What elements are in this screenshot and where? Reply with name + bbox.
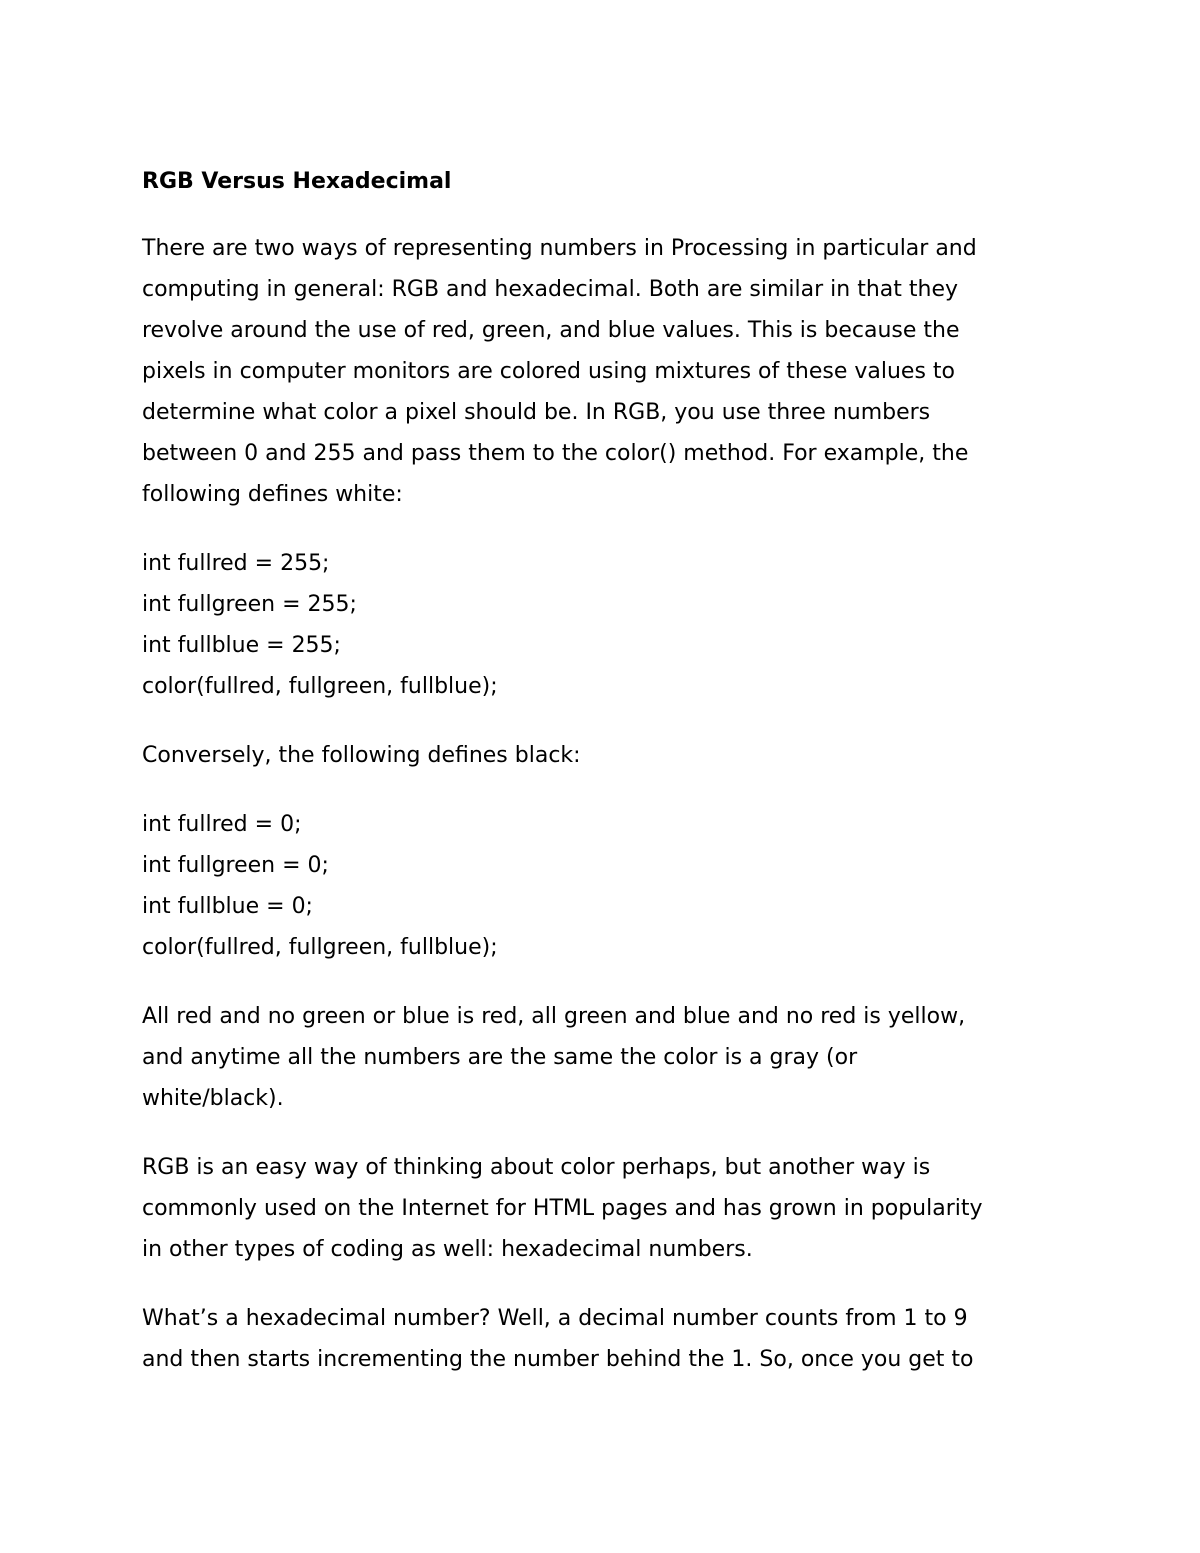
paragraph-rgb-vs-hex: RGB is an easy way of thinking about color perhaps, but another way is commonly used on the Internet for HTML pages and has grown in popularity in other types of coding as well: hexadecimal numbers. <box>142 1155 983 1262</box>
code-line: int fullred = 0; <box>142 812 302 837</box>
paragraph-intro: There are two ways of representing numbers in Processing in particular and computing in general: RGB and hexadecimal. Both are similar in that they revolve around the use of red, green, and blue values. This is because the pixels in computer monitors are colored using mixtures of these values to determine what color a pixel should be. In RGB, you use three numbers between 0 and 255 and pass them to the color() method. For example, the following defines white: <box>142 236 977 507</box>
code-line: color(fullred, fullgreen, fullblue); <box>142 674 498 699</box>
code-line: int fullgreen = 0; <box>142 853 329 878</box>
code-line: int fullblue = 255; <box>142 633 341 658</box>
document-body <box>142 164 1062 1408</box>
code-block-black <box>142 804 1062 968</box>
paragraph-black-intro: Conversely, the following defines black: <box>142 743 581 768</box>
paragraph-hex-explanation: What’s a hexadecimal number? Well, a decimal number counts from 1 to 9 and then starts incrementing the number behind the 1. So, once you get to <box>142 1306 974 1372</box>
paragraph-color-mixing: All red and no green or blue is red, all green and blue and no red is yellow, and anytime all the numbers are the same the color is a gray (or white/black). <box>142 1004 966 1111</box>
code-block-white <box>142 543 1062 707</box>
document-title: RGB Versus Hexadecimal <box>142 169 452 194</box>
code-line: int fullred = 255; <box>142 551 330 576</box>
code-line: color(fullred, fullgreen, fullblue); <box>142 935 498 960</box>
code-line: int fullgreen = 255; <box>142 592 357 617</box>
code-line: int fullblue = 0; <box>142 894 313 919</box>
